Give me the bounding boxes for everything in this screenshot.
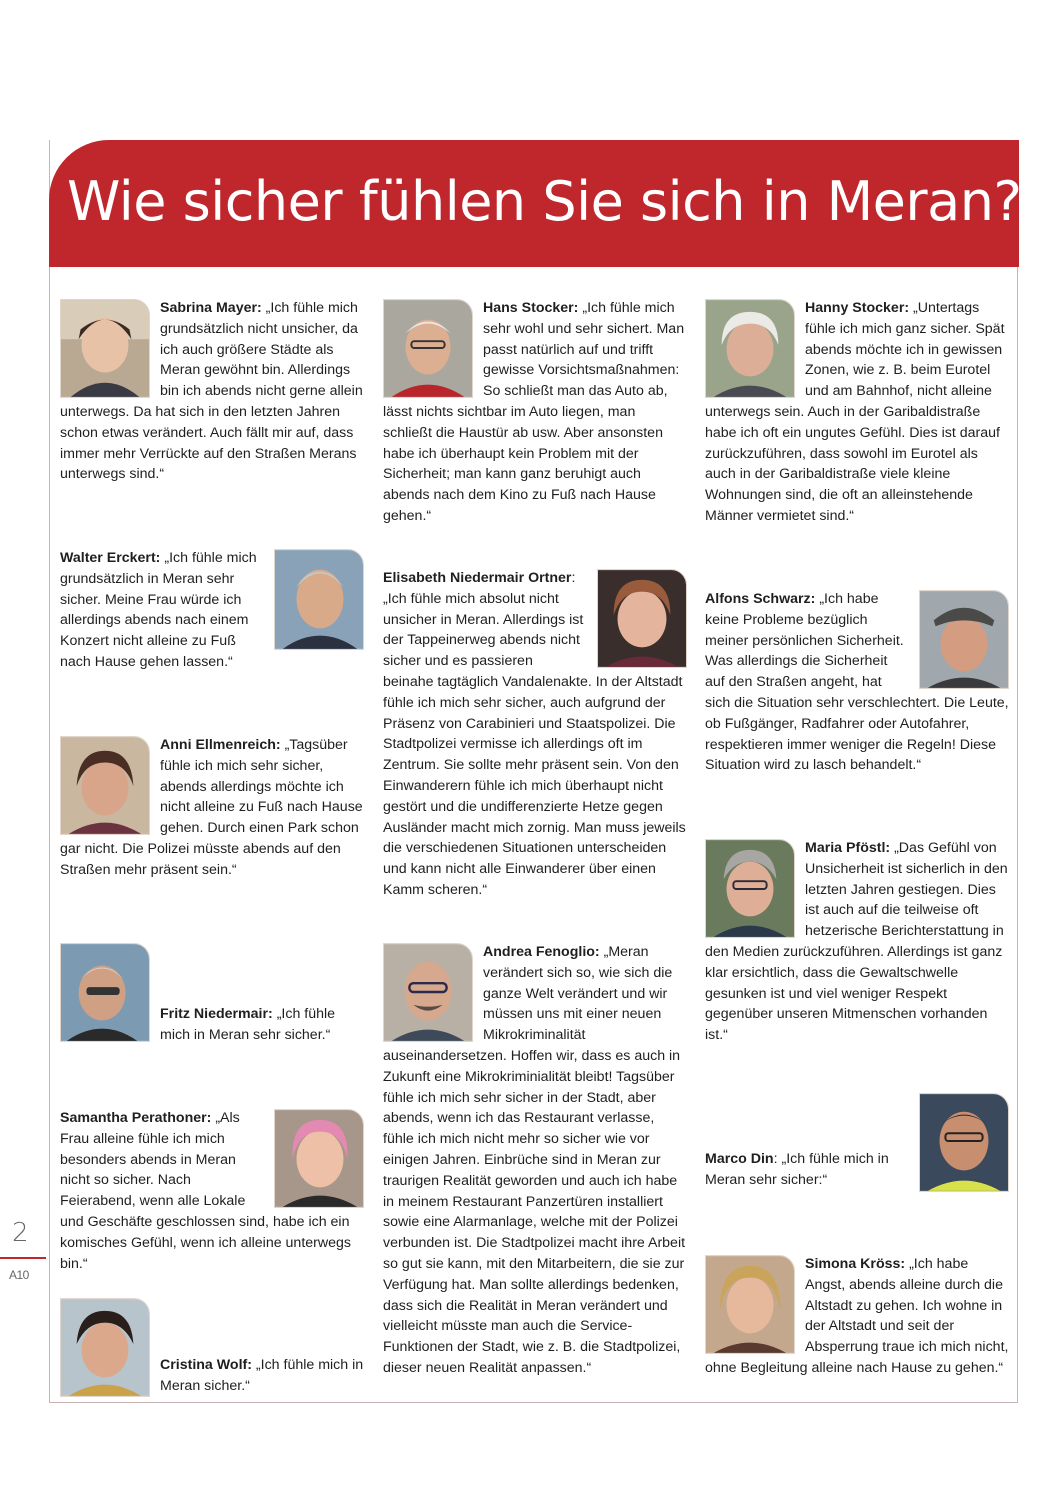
person-name: Cristina Wolf: — [160, 1357, 252, 1373]
quote-elisabeth-niedermair-ortner — [383, 568, 687, 901]
quote-marco-din — [705, 1092, 1009, 1192]
portrait-photo — [919, 590, 1009, 689]
quote-cristina-wolf — [60, 1297, 364, 1397]
portrait-photo — [60, 299, 150, 398]
person-name: Marco Din — [705, 1151, 774, 1167]
quote-simona-kroess — [705, 1254, 1009, 1379]
portrait-photo — [705, 1255, 795, 1354]
quote-sabrina-mayer — [60, 298, 364, 485]
person-name: Andrea Fenoglio: — [483, 944, 600, 960]
page-number: 2 — [12, 1218, 29, 1248]
portrait-photo — [383, 299, 473, 398]
person-name: Elisabeth Niedermair Ortner — [383, 570, 572, 586]
quote-maria-pfoestl — [705, 838, 1009, 1046]
quote-text: „Ich habe Angst, abends alleine durch die Altstadt zu gehen. Ich wohne in der Altstadt und seit der Absperrung traue ich mich nicht, ohne Begleitung alleine nach Hause zu gehen.“ — [705, 1256, 1009, 1376]
quote-text: „Ich fühle mich in Meran sicher.“ — [160, 1357, 364, 1394]
quote-text: „Das Gefühl von Unsicherheit ist sicherlich in den letzten Jahren gestiegen. Dies ist auch auf die teilweise oft hetzerische Berichterstattung in den Medien zurückzuführen. Allerdings ist ganz klar ersichtlich, dass die Gewaltschwelle gesunken ist und viel weniger Respekt gegenüber unseren Mitmenschen vorhanden ist.“ — [705, 840, 1008, 1044]
quote-text: „Ich fühle mich grundsätzlich in Meran sehr sicher. Meine Frau würde ich allerdings abends nach einem Konzert nicht alleine zu Fuß nach Hause gehen lassen.“ — [60, 550, 257, 670]
person-name: Simona Kröss: — [805, 1256, 906, 1272]
quote-samantha-perathoner — [60, 1108, 364, 1274]
portrait-photo — [383, 943, 473, 1042]
quote-text: „Ich fühle mich sehr wohl und sehr sichert. Man passt natürlich auf und trifft gewisse Vorsichtsmaßnahmen: So schließt man das Auto ab, lässt nichts sichtbar im Auto liegen, man schließt die Haustür ab usw. Aber ansonsten habe ich überhaupt kein Problem mit der Sicherheit; man kann ganz beruhigt auch abends nach dem Kino zu Fuß nach Hause gehen.“ — [383, 300, 685, 524]
person-name: Samantha Perathoner: — [60, 1110, 212, 1126]
portrait-photo — [919, 1093, 1009, 1192]
person-name: Hans Stocker: — [483, 300, 579, 316]
quote-text: : „Ich fühle mich absolut nicht unsicher in Meran. Allerdings ist der Tappeinerweg abends nicht sicher und es passieren beinahe tagtäglich Vandalenakte. In der Altstadt fühle ich mich sehr sicher, auch aufgrund der Präsenz von Carabinieri und Staatspolizei. Die Stadtpolizei vermisse ich allerdings oft im Zentrum. Sie sollte mehr präsent sein. Von den Einwanderern fühle ich mich überhaupt nicht gestört und die undifferenzierte Hetze gegen Ausländer macht mich zornig. Man muss jeweils die verschiedenen Situationen unterscheiden und kann nicht alle Einwanderer über einen Kamm scheren.“ — [383, 570, 686, 898]
person-name: Hanny Stocker: — [805, 300, 910, 316]
portrait-photo — [60, 736, 150, 835]
quote-text: „Tagsüber fühle ich mich sehr sicher, abends allerdings möchte ich nicht alleine zu Fuß nach Hause gehen. Durch einen Park schon gar nicht. Die Polizei müsste abends auf den Straßen mehr präsent sein.“ — [60, 737, 363, 878]
quote-walter-erckert — [60, 548, 364, 673]
title-banner — [49, 140, 1022, 267]
portrait-photo — [705, 299, 795, 398]
quote-hans-stocker — [383, 298, 687, 527]
quote-text: „Ich fühle mich grundsätzlich nicht unsicher, da ich auch größere Städte als Meran gewöhnt bin. Allerdings bin ich abends nicht gerne allein unterwegs. Da hat sich in den letzten Jahren schon etwas verändert. Auch fällt mir auf, dass immer mehr Verrückte auf den Straßen Merans unterwegs sind.“ — [60, 300, 363, 483]
quote-text: „Ich fühle mich in Meran sehr sicher.“ — [160, 1006, 336, 1043]
person-name: Walter Erckert: — [60, 550, 161, 566]
person-name: Anni Ellmenreich: — [160, 737, 281, 753]
quote-fritz-niedermair — [60, 942, 364, 1046]
quote-andrea-fenoglio — [383, 942, 687, 1379]
quote-hanny-stocker — [705, 298, 1009, 527]
page-title: Wie sicher fühlen Sie sich in Meran? — [67, 170, 1022, 233]
person-name: Alfons Schwarz: — [705, 591, 816, 607]
quote-text: : „Ich fühle mich in Meran sehr sicher:“ — [705, 1151, 889, 1188]
person-name: Fritz Niedermair: — [160, 1006, 273, 1022]
person-name: Sabrina Mayer: — [160, 300, 262, 316]
portrait-photo — [597, 569, 687, 668]
portrait-photo — [60, 943, 150, 1042]
portrait-photo — [705, 839, 795, 938]
person-name: Maria Pföstl: — [805, 840, 891, 856]
page-number-rule — [0, 1257, 46, 1259]
page-code: A10 — [9, 1268, 29, 1282]
quote-alfons-schwarz — [705, 589, 1009, 776]
portrait-photo — [274, 549, 364, 650]
quote-text: „Als Frau alleine fühle ich mich besonders abends in Meran nicht so sicher. Nach Feierabend, wenn alle Lokale und Geschäfte geschlossen sind, habe ich ein komisches Gefühl, wenn ich alleine unterwegs bin.“ — [60, 1110, 351, 1272]
quote-anni-ellmenreich — [60, 735, 364, 881]
portrait-photo — [274, 1109, 364, 1208]
quote-text: „Meran verändert sich so, wie sich die ganze Welt verändert und wir müssen uns mit einer neuen Mikrokriminalität auseinandersetzen. Hoffen wir, dass es auch in Zukunft eine Mikrokriminialität bleibt! Tagsüber fühle ich mich sehr sicher in der Stadt, aber abends, wenn ich das Restaurant verlasse, fühle ich mich nicht mehr so sicher wie vor einigen Jahren. Einbrüche sind in Meran zur traurigen Realität geworden und auch ich habe in meinem Restaurant Panzertüren installiert sowie eine Alarmanlage, welche mit der Polizei verbunden ist. Die Stadtpolizei macht ihre Arbeit so gut sie kann, mit den Mitarbeitern, die sie zur Verfügung hat. Man sollte allerdings bedenken, dass sich die Realität in Meran verändert und vielleicht müsste man auch die Service-Funktionen der Stadt, wie z. B. die Stadtpolizei, dieser neuen Realität anpassen.“ — [383, 944, 686, 1376]
quote-text: „Untertags fühle ich mich ganz sicher. Spät abends möchte ich in gewissen Zonen, wie z. B. beim Eurotel und am Bahnhof, nicht alleine unterwegs sein. Auch in der Garibaldistraße habe ich oft ein ungutes Gefühl. Dies ist darauf zurückzuführen, dass sowohl im Eurotel als auch in der Garibaldistraße viele kleine Wohnungen sind, die oft an alleinstehende Männer vermietet sind.“ — [705, 300, 1005, 524]
quote-text: „Ich habe keine Probleme bezüglich meiner persönlichen Sicherheit. Was allerdings die Sicherheit auf den Straßen angeht, hat sich die Situation sehr verschlechtert. Die Leute, ob Fußgänger, Radfahrer oder Autofahrer, respektieren immer weniger die Regeln! Diese Situation wird zu lasch behandelt.“ — [705, 591, 1009, 774]
portrait-photo — [60, 1298, 150, 1397]
